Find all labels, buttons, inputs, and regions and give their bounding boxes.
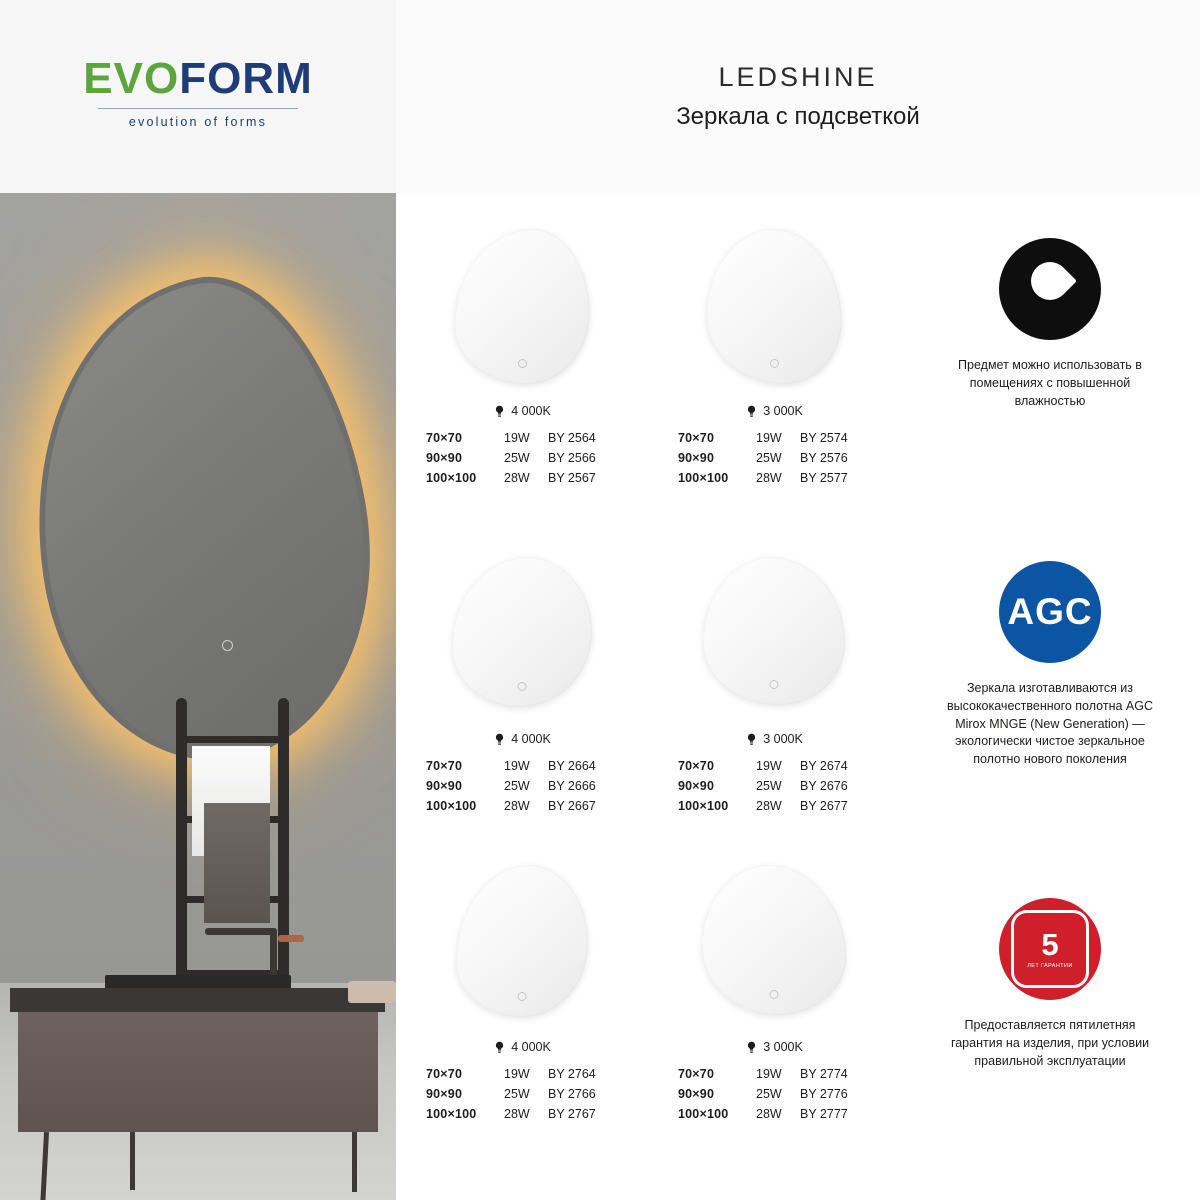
table-row <box>426 1064 618 1084</box>
logo-tagline: evolution of forms <box>128 114 268 129</box>
temperature-label: 3 000K <box>763 732 803 746</box>
table-row <box>426 1104 618 1124</box>
ladder-rung <box>176 736 289 743</box>
folded-towel <box>348 981 396 1003</box>
warranty-frame <box>1011 910 1089 988</box>
faucet-handle <box>278 935 304 942</box>
spec-table <box>678 1064 870 1124</box>
power-cell: 28W <box>756 1107 782 1121</box>
power-cell: 25W <box>504 451 530 465</box>
table-row <box>678 776 870 796</box>
article-cell: BY 2677 <box>800 799 848 813</box>
table-row <box>678 448 870 468</box>
page-subtitle: Зеркала с подсветкой <box>676 103 920 130</box>
page-header <box>0 0 1200 193</box>
temperature-label: 3 000K <box>763 404 803 418</box>
product-grid <box>396 193 901 1200</box>
article-cell: BY 2674 <box>800 759 848 773</box>
features-column <box>900 193 1200 1200</box>
logo-divider <box>98 108 298 109</box>
temperature-label: 4 000K <box>511 404 551 418</box>
table-row <box>426 428 618 448</box>
power-cell: 25W <box>504 779 530 793</box>
interior-photo <box>0 193 396 1200</box>
spec-table <box>426 1064 618 1124</box>
logo-area <box>0 0 396 193</box>
article-cell: BY 2667 <box>548 799 596 813</box>
cabinet-leg <box>352 1132 357 1192</box>
power-cell: 19W <box>504 1067 530 1081</box>
product-image <box>648 851 900 1046</box>
feature-agc <box>900 561 1200 769</box>
feature-text: Зеркала изготавливаются из высококачественного полотна AGC Mirox MNGE (New Generation) — экологически чистое зеркальное полотно нового поколения <box>946 681 1153 766</box>
article-cell: BY 2576 <box>800 451 848 465</box>
logo-text-part2: FORM <box>179 53 313 103</box>
towel-ladder <box>170 698 305 998</box>
article-cell: BY 2666 <box>548 779 596 793</box>
temperature-label: 4 000K <box>511 732 551 746</box>
dark-towel <box>204 803 270 923</box>
touch-sensor-icon <box>518 359 527 368</box>
table-row <box>678 1084 870 1104</box>
product-card[interactable] <box>396 851 648 1187</box>
article-cell: BY 2766 <box>548 1087 596 1101</box>
power-cell: 19W <box>756 759 782 773</box>
power-cell: 19W <box>504 759 530 773</box>
ladder-rail-right <box>278 698 289 998</box>
mirror-shape-icon <box>456 865 588 1017</box>
article-cell: BY 2767 <box>548 1107 596 1121</box>
table-row <box>426 1084 618 1104</box>
power-cell: 28W <box>504 1107 530 1121</box>
size-cell: 70×70 <box>678 1067 715 1081</box>
table-row <box>426 796 618 816</box>
warranty-caption: ЛЕТ ГАРАНТИИ <box>1027 963 1073 969</box>
article-cell: BY 2574 <box>800 431 848 445</box>
title-area <box>396 0 1200 193</box>
touch-sensor-icon <box>770 680 779 689</box>
faucet-body <box>270 928 277 976</box>
article-cell: BY 2564 <box>548 431 596 445</box>
article-cell: BY 2774 <box>800 1067 848 1081</box>
power-cell: 28W <box>504 799 530 813</box>
agc-label: AGC <box>1007 591 1093 632</box>
countertop <box>10 988 385 1012</box>
mirror-shape-icon <box>455 229 590 384</box>
size-cell: 100×100 <box>426 799 477 813</box>
mirror-shape-icon <box>452 557 592 707</box>
mirror-shape-icon <box>702 865 846 1015</box>
power-cell: 25W <box>756 1087 782 1101</box>
page-title: LEDSHINE <box>718 62 878 92</box>
spec-table <box>426 428 618 488</box>
article-cell: BY 2566 <box>548 451 596 465</box>
size-cell: 100×100 <box>678 799 729 813</box>
table-row <box>426 468 618 488</box>
temperature-label: 4 000K <box>511 1040 551 1054</box>
article-cell: BY 2567 <box>548 471 596 485</box>
logo-text-part1: EVO <box>83 53 180 103</box>
size-cell: 100×100 <box>678 471 729 485</box>
size-cell: 90×90 <box>426 451 463 465</box>
size-cell: 90×90 <box>678 451 715 465</box>
size-cell: 70×70 <box>678 759 715 773</box>
product-image <box>648 543 900 738</box>
table-row <box>426 776 618 796</box>
warranty-5-years-icon <box>999 898 1101 1000</box>
article-cell: BY 2676 <box>800 779 848 793</box>
size-cell: 100×100 <box>426 471 477 485</box>
size-cell: 100×100 <box>678 1107 729 1121</box>
size-cell: 90×90 <box>678 1087 715 1101</box>
size-cell: 70×70 <box>426 1067 463 1081</box>
product-card[interactable] <box>648 215 900 551</box>
product-image <box>396 851 648 1046</box>
touch-sensor-icon <box>518 682 527 691</box>
ladder-rail-left <box>176 698 187 998</box>
size-cell: 90×90 <box>426 779 463 793</box>
product-image <box>396 543 648 738</box>
power-cell: 28W <box>756 799 782 813</box>
size-cell: 90×90 <box>678 779 715 793</box>
temperature-label: 3 000K <box>763 1040 803 1054</box>
faucet-spout <box>205 928 277 935</box>
power-cell: 25W <box>756 779 782 793</box>
product-card[interactable] <box>396 543 648 879</box>
size-cell: 70×70 <box>426 759 463 773</box>
warranty-number: 5 <box>1041 927 1059 962</box>
touch-sensor-icon <box>770 990 779 999</box>
spec-table <box>426 756 618 816</box>
product-image <box>396 215 648 410</box>
logo-text <box>83 53 313 103</box>
product-card[interactable] <box>648 851 900 1187</box>
power-cell: 19W <box>756 1067 782 1081</box>
water-drop-shape <box>1023 254 1077 308</box>
table-row <box>678 468 870 488</box>
spec-table <box>678 428 870 488</box>
feature-text: Предмет можно использовать в помещениях с повышенной влажностью <box>958 358 1142 408</box>
power-cell: 25W <box>504 1087 530 1101</box>
feature-warranty <box>900 898 1200 1070</box>
product-image <box>648 215 900 410</box>
article-cell: BY 2777 <box>800 1107 848 1121</box>
size-cell: 70×70 <box>426 431 463 445</box>
touch-sensor-icon <box>770 359 779 368</box>
product-card[interactable] <box>396 215 648 551</box>
agc-logo-icon <box>999 561 1101 663</box>
table-row <box>678 428 870 448</box>
mirror-shape-icon <box>703 557 845 705</box>
power-cell: 25W <box>756 451 782 465</box>
table-row <box>678 1064 870 1084</box>
table-row <box>678 756 870 776</box>
product-card[interactable] <box>648 543 900 879</box>
water-drop-icon <box>999 238 1101 340</box>
article-cell: BY 2664 <box>548 759 596 773</box>
article-cell: BY 2764 <box>548 1067 596 1081</box>
feature-moisture <box>900 238 1200 410</box>
cabinet-leg <box>130 1132 135 1190</box>
power-cell: 28W <box>504 471 530 485</box>
power-cell: 19W <box>504 431 530 445</box>
size-cell: 90×90 <box>426 1087 463 1101</box>
size-cell: 100×100 <box>426 1107 477 1121</box>
table-row <box>426 756 618 776</box>
power-cell: 28W <box>756 471 782 485</box>
size-cell: 70×70 <box>678 431 715 445</box>
vanity-cabinet <box>18 1012 378 1132</box>
table-row <box>678 796 870 816</box>
spec-table <box>678 756 870 816</box>
article-cell: BY 2776 <box>800 1087 848 1101</box>
power-cell: 19W <box>756 431 782 445</box>
feature-text: Предоставляется пятилетняя гарантия на изделия, при условии правильной эксплуатации <box>950 1018 1150 1068</box>
brand-logo <box>83 53 313 129</box>
table-row <box>678 1104 870 1124</box>
table-row <box>426 448 618 468</box>
article-cell: BY 2577 <box>800 471 848 485</box>
mirror-touch-sensor-icon <box>222 640 233 651</box>
touch-sensor-icon <box>518 992 527 1001</box>
mirror-shape-icon <box>707 229 842 384</box>
